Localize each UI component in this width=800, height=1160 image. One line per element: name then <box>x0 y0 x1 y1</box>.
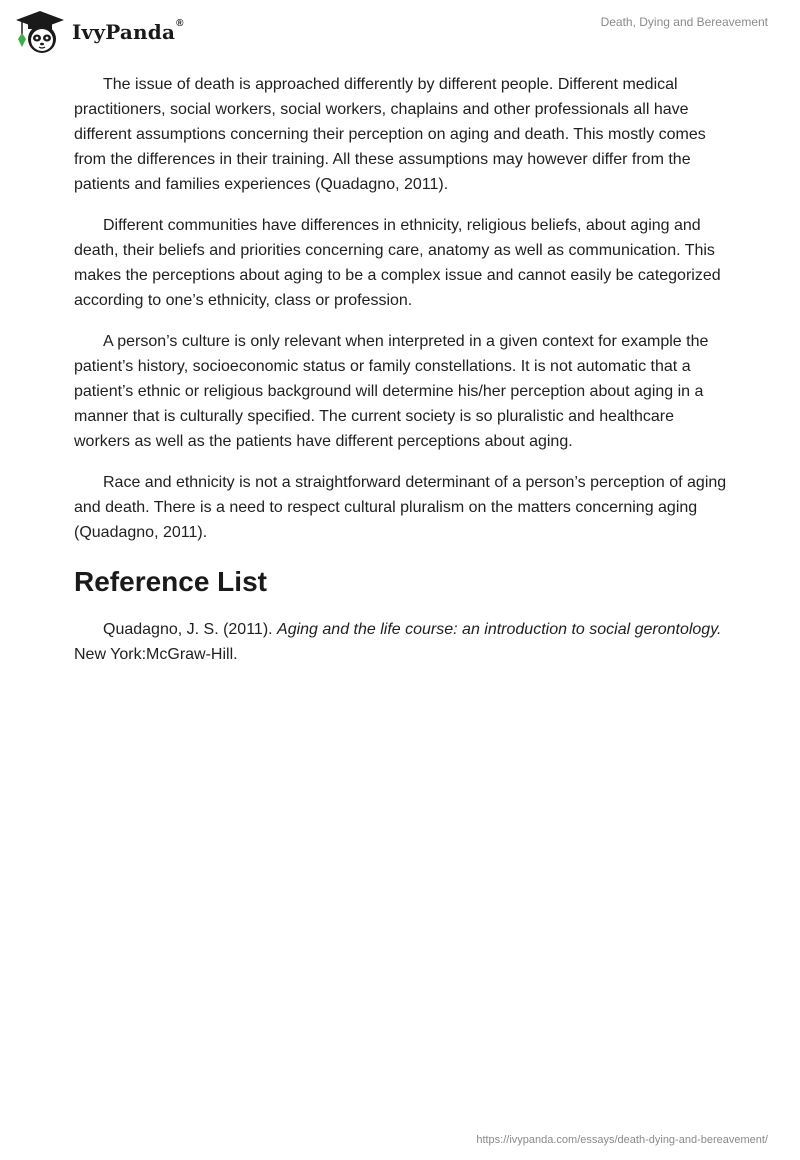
document-title: Death, Dying and Bereavement <box>600 15 768 29</box>
paragraph-2: Different communities have differences in ethnicity, religious beliefs, about aging and death, their beliefs and priorities concerning care, anatomy as well as communication. This makes the perceptions about aging to be a complex issue and cannot easily be categorized according to one’s ethnicity, class or profession. <box>74 217 721 309</box>
paragraph-3: A person’s culture is only relevant when interpreted in a given context for example the patient’s history, socioeconomic status or family constellations. It is not automatic that a patient’s ethnic or religious background will determine his/her perception about aging in a manner that is culturally specified. The current society is so pluralistic and healthcare workers as well as the patients have different perceptions about aging. <box>74 333 709 450</box>
paragraph-4: Race and ethnicity is not a straightforward determinant of a person’s perception of aging and death. There is a need to respect cultural pluralism on the matters concerning aging (Quadagno, 2011). <box>74 474 727 541</box>
reference-publisher: New York:McGraw-Hill. <box>74 646 238 663</box>
page-header <box>0 0 800 64</box>
reference-authors: Quadagno, J. S. (2011). <box>103 621 278 638</box>
reference-entry <box>74 617 730 667</box>
panda-graduate-icon <box>14 9 66 55</box>
reference-list-heading: Reference List <box>74 566 267 597</box>
brand-name: IvyPanda® <box>72 18 184 44</box>
reference-title: Aging and the life course: an introduction to social gerontology. <box>277 621 722 638</box>
paragraph-1: The issue of death is approached differently by different people. Different medical practitioners, social workers, social workers, chaplains and other professionals all have different assumptions concerning their perception on aging and death. This mostly comes from the differences in their training. All these assumptions may however differ from the patients and families experiences (Quadagno, 2011). <box>74 76 706 193</box>
registered-mark: ® <box>176 18 184 29</box>
essay-body <box>74 72 730 667</box>
ivypanda-logo[interactable] <box>14 8 184 56</box>
source-url-link[interactable]: https://ivypanda.com/essays/death-dying-and-bereavement/ <box>476 1134 768 1146</box>
